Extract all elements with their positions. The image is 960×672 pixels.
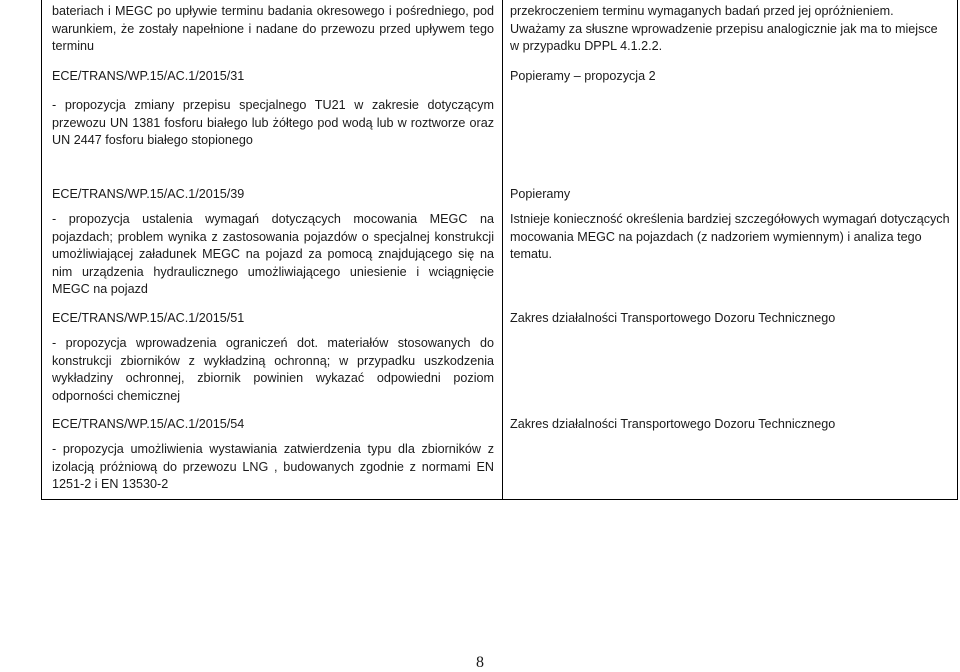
table-border-bottom [41, 499, 958, 500]
row1-left-text: bateriach i MEGC po upływie terminu badania okresowego i pośredniego, pod warunkiem, że zostały napełnione i nadane do przewozu przed upływem tego terminu [52, 4, 494, 54]
row3-reference: ECE/TRANS/WP.15/AC.1/2015/39 [52, 187, 245, 201]
row1-right-text: przekroczeniem terminu wymaganych badań przed jej opróżnieniem. Uważamy za słuszne wprowadzenie przepisu analogicznie jak ma to miejsce w przypadku DPPL 4.1.2.2. [510, 4, 938, 54]
row2-description: - propozycja zmiany przepisu specjalnego TU21 w zakresie dotyczącym przewozu UN 1381 fosforu białego lub żółtego pod wodą lub w roztworze oraz UN 2447 fosforu białego stopionego [52, 98, 494, 148]
row4-comment: Zakres działalności Transportowego Dozoru Technicznego [510, 311, 836, 325]
table-border-right [957, 0, 958, 500]
table-border-middle [502, 0, 503, 500]
row5-reference: ECE/TRANS/WP.15/AC.1/2015/54 [52, 417, 245, 431]
row3-description: - propozycja ustalenia wymagań dotyczących mocowania MEGC na pojazdach; problem wynika z zastosowania pojazdów o specjalnej konstrukcji umożliwiającej załadunek MEGC na pojazd za pomocą znajdującego się na nim urządzenia hydraulicznego umożliwiającego uniesienie i wciągnięcie MEGC na pojazd [52, 212, 494, 297]
row5-comment: Zakres działalności Transportowego Dozoru Technicznego [510, 417, 836, 431]
row3-comment: Istnieje konieczność określenia bardziej szczegółowych wymagań dotyczących mocowania MEGC na pojazdach (z nadzoriem wymiennym) i analiza tego tematu. [510, 212, 950, 262]
row4-description: - propozycja wprowadzenia ograniczeń dot. materiałów stosowanych do konstrukcji zbiorników z wykładziną ochronną; w przypadku uszkodzenia wykładziny ochronnej, zbiornik powinien wykazać odpowiedni poziom odporności chemicznej [52, 336, 494, 403]
row2-reference: ECE/TRANS/WP.15/AC.1/2015/31 [52, 69, 245, 83]
row3-comment-title: Popieramy [510, 187, 571, 201]
row2-comment: Popieramy – propozycja 2 [510, 69, 656, 83]
row4-reference: ECE/TRANS/WP.15/AC.1/2015/51 [52, 311, 245, 325]
page-number: 8 [476, 654, 484, 671]
table-border-left [41, 0, 42, 500]
row5-description: - propozycja umożliwienia wystawiania zatwierdzenia typu dla zbiorników z izolacją próżniową do przewozu LNG , budowanych zgodnie z normami EN 1251-2 i EN 13530-2 [52, 442, 494, 492]
